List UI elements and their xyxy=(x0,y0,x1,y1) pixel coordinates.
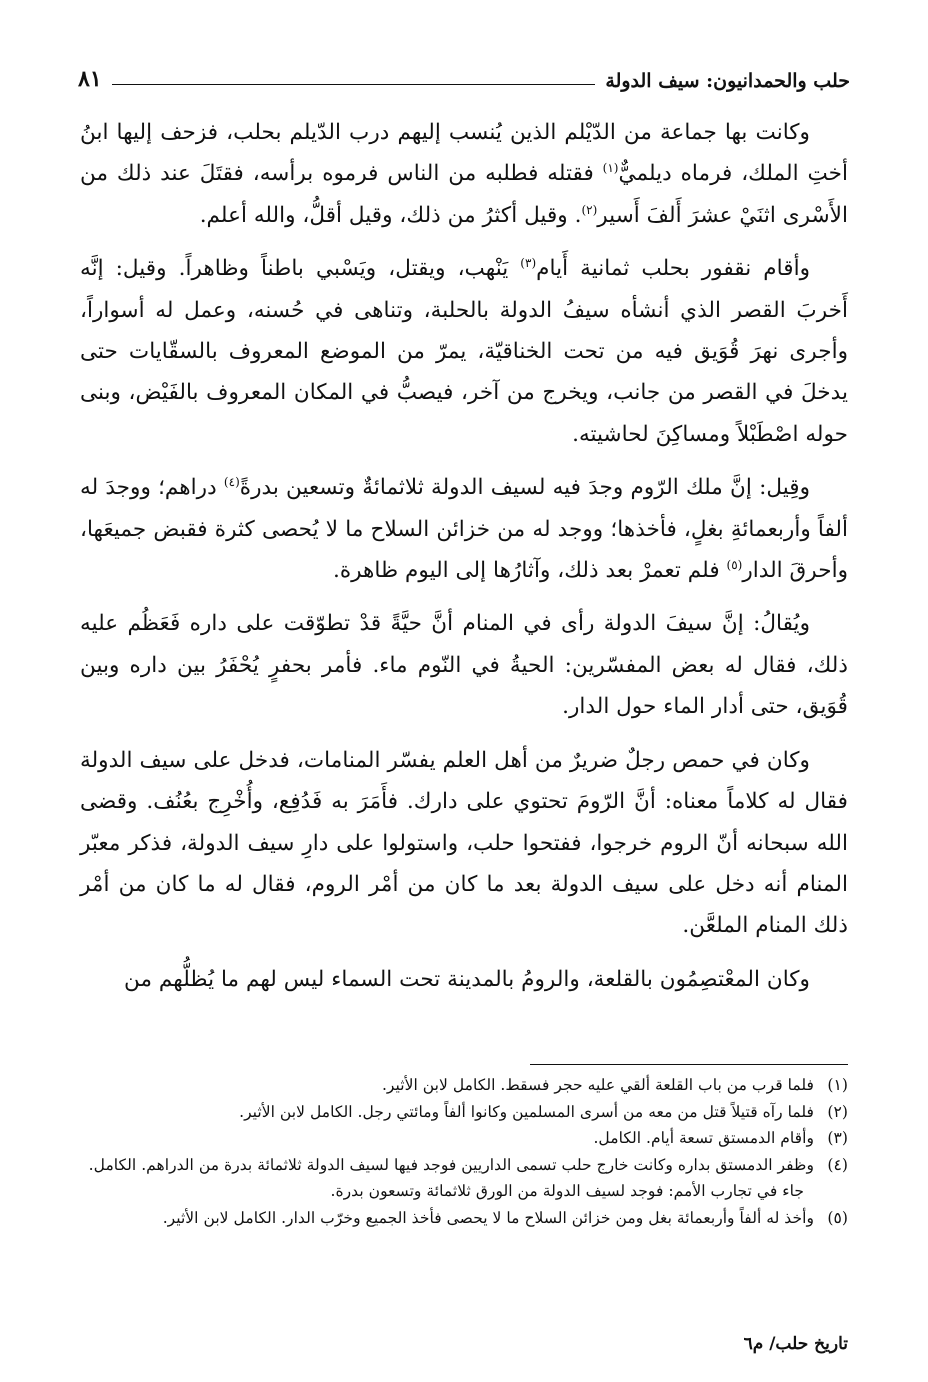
paragraph-text: دراهم؛ ووجدَ له ألفاً وأربعمائةِ بغلٍ، فأخذها؛ ووجد له من خزائن السلاح ما لا يُحصى كثرة فقبض جميعَها، وأحرقَ الدار xyxy=(80,475,848,584)
footnote-text: جاء في تجارب الأمم: فوجد لسيف الدولة من الورق ثلاثمائة وتسعون بدرة. xyxy=(330,1182,804,1201)
footnote-text: فلما رآه قتيلاً قتل من معه من أسرى المسلمين وكانوا ألفاً ومائتي رجل. الكامل لابن الأثير. xyxy=(239,1102,814,1121)
page-header xyxy=(78,62,850,92)
paragraph-text: وقِيل: إنَّ ملك الرّوم وجدَ فيه لسيف الدولة ثلاثمائةٌ وتسعين بدرةً xyxy=(239,475,810,501)
paragraph-text: . وقيل أكثرُ من ذلك، وقيل أقلُّ، والله أعلم. xyxy=(199,202,582,228)
footnote-text: وأخذ له ألفاً وأربعمائة بغل ومن خزائن السلاح ما لا يحصى فأخذ الجميع وخرّب الدار. الكامل لابن الأثير. xyxy=(162,1208,814,1227)
footnote xyxy=(80,1125,848,1152)
footnote-text: وظفر الدمستق بداره وكانت خارج حلب تسمى الداريين فوجد فيها لسيف الدولة ثلاثمائة بدرة من الدراهم. الكامل. xyxy=(88,1155,814,1174)
paragraph-text: ويُقالُ: إنَّ سيفَ الدولة رأى في المنام أنَّ حيَّةً قدْ تطوّقت على داره فَعَظُم عليه ذلك، فقال له بعض المفسّرين: الحيةُ في النّوم ماء. فأمر بحفرٍ يُحْفَرُ بين داره وبين قُوَيق، حتى أدار الماء حول الدار. xyxy=(80,611,848,720)
footnote xyxy=(80,1205,848,1232)
footnote-number: (٣) xyxy=(827,1129,848,1148)
paragraph xyxy=(80,467,848,591)
paragraph xyxy=(80,959,848,1000)
paragraph-text: وكانت بها جماعة من الدّيْلم الذين يُنسب إليهم درب الدّيلم بحلب، فزحف إليها ابنُ أختِ الملك، فرماه ديلميٌّ xyxy=(80,120,848,187)
signature-mark: تاريخ حلب/ م٦ xyxy=(743,1334,848,1354)
paragraph-text: وكان المعْتصِمُون بالقلعة، والرومُ بالمدينة تحت السماء ليس لهم ما يُظلُّهم من xyxy=(124,966,810,992)
footnote-text: وأقام الدمستق تسعة أيام. الكامل. xyxy=(593,1129,814,1148)
footnotes xyxy=(80,1072,848,1232)
paragraph-text: فلم تعمرْ بعد ذلك، وآثارُها إلى اليوم ظاهرة. xyxy=(332,558,727,584)
paragraph-text: وأقام نقفور بحلب ثمانية أَيام xyxy=(536,256,810,282)
footnote xyxy=(80,1178,848,1205)
footnote-number: (٤) xyxy=(827,1155,848,1174)
page-number: ٨١ xyxy=(78,66,102,92)
paragraph-text: وكان في حمص رجلٌ ضريرٌ من أهل العلم يفسّر المنامات، فدخل على سيف الدولة فقال له كلاماً معناه: أنَّ الرّومَ تحتوي على دارك. فأَمَرَ به فَدُفِع، وأُخْرِج بعُنُف. وقضى الله سبحانه أنّ الروم خرجوا، ففتحوا حلب، واستولوا على دارِ سيف الدولة، فذكر معبّر المنام أنه دخل على سيف الدولة بعد ما كان من أمْر الروم، فقال له ما كان من أمْر ذلك المنام الملعَّن. xyxy=(80,747,848,939)
footnote-separator xyxy=(530,1064,848,1065)
footnote-number: (٥) xyxy=(827,1208,848,1227)
footnote-ref: (٤) xyxy=(223,475,240,490)
footnote-number: (١) xyxy=(827,1076,848,1094)
header-rule xyxy=(112,84,596,85)
footnote-ref: (٥) xyxy=(726,557,743,572)
paragraph xyxy=(80,603,848,727)
footnote-ref: (٣) xyxy=(520,256,537,271)
paragraph xyxy=(80,248,848,455)
footnote-ref: (١) xyxy=(602,161,619,176)
footnote xyxy=(80,1072,848,1099)
paragraph xyxy=(80,740,848,947)
footnote-text: فلما قرب من باب القلعة ألقي عليه حجر فسقط. الكامل لابن الأثير. xyxy=(381,1076,814,1094)
footnote-ref: (٢) xyxy=(581,202,598,217)
footnote xyxy=(80,1152,848,1179)
paragraph-text: يَنْهب، ويقتل، ويَسْبي باطناً وظاهراً. وقيل: إنَّه أَخربَ القصر الذي أنشأه سيفُ الدولة بالحلبة، وتناهى في حُسنه، وعمل له أسواراً، وأجرى نهرَ قُوَيق فيه من تحت الخناقيّة، يمرّ من الموضع المعروف بالسقّايات حتى يدخلَ في القصر من جانب، ويخرج من آخر، فيصبُّ في المكان المعروف بالفَيْض، وبنى حوله اصْطَبْلاً ومساكِنَ لحاشيته. xyxy=(80,256,848,447)
paragraph-text: فقتله فطلبه من الناس فرموه برأسه، فقتَلَ عند ذلك من الأَسْرى اثنَيْ عشرَ أَلفَ أَسير xyxy=(80,161,848,228)
main-text xyxy=(80,112,848,1012)
footnote-number: (٢) xyxy=(827,1102,848,1121)
running-title: حلب والحمدانيون: سيف الدولة xyxy=(605,70,850,92)
paragraph xyxy=(80,112,848,236)
footnote xyxy=(80,1099,848,1126)
